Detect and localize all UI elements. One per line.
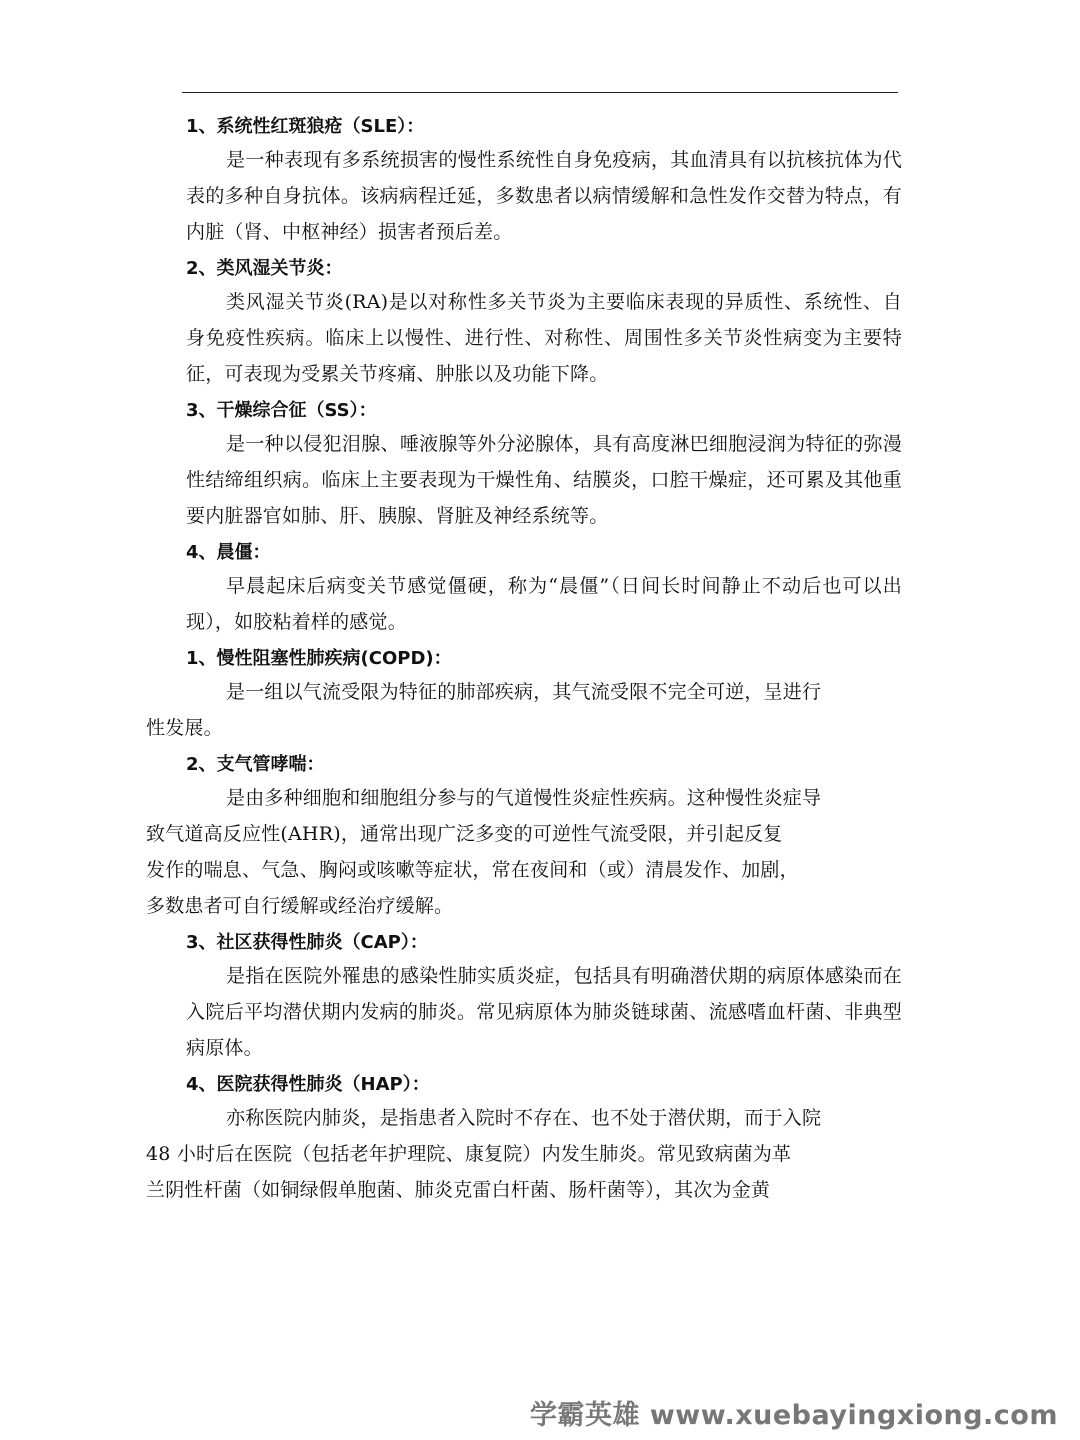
section-body-sle: 是一种表现有多系统损害的慢性系统性自身免疫病，其血清具有以抗核抗体为代表的多种自身抗体。该病病程迁延，多数患者以病情缓解和急性发作交替为特点，有内脏（肾、中枢神经）损害者预后差。 xyxy=(186,149,902,243)
section-body-asthma xyxy=(146,780,866,924)
section-heading-sle: 1、系统性红斑狼疮（SLE）： xyxy=(186,116,425,137)
section-body-ss: 是一种以侵犯泪腺、唾液腺等外分泌腺体，具有高度淋巴细胞浸润为特征的弥漫性结缔组织病。临床上主要表现为干燥性角、结膜炎，口腔干燥症，还可累及其他重要内脏器官如肺、肝、胰腺、肾脏及神经系统等。 xyxy=(186,433,902,527)
section-body-copd xyxy=(146,674,866,746)
body-line: 是一组以气流受限为特征的肺部疾病，其气流受限不完全可逆，呈进行 xyxy=(226,681,822,703)
body-line: 致气道高反应性(AHR)，通常出现广泛多变的可逆性气流受限，并引起反复 xyxy=(146,823,783,845)
document-content xyxy=(146,108,902,1208)
section-body-cap: 是指在医院外罹患的感染性肺实质炎症，包括具有明确潜伏期的病原体感染而在入院后平均潜伏期内发病的肺炎。常见病原体为肺炎链球菌、流感嗜血杆菌、非典型病原体。 xyxy=(186,965,902,1059)
section-heading-ss: 3、干燥综合征（SS）： xyxy=(186,400,377,421)
header-rule xyxy=(182,92,898,93)
body-line: 多数患者可自行缓解或经治疗缓解。 xyxy=(146,895,454,917)
body-line: 发作的喘息、气急、胸闷或咳嗽等症状，常在夜间和（或）清晨发作、加剧， xyxy=(146,859,799,881)
watermark-text: 学霸英雄 www.xuebayingxiong.com xyxy=(529,1400,1058,1431)
section-heading-ra: 2、类风湿关节炎： xyxy=(186,258,343,279)
section-body-hap xyxy=(146,1100,866,1208)
body-line: 48 小时后在医院（包括老年护理院、康复院）内发生肺炎。常见致病菌为革 xyxy=(146,1143,792,1165)
section-heading-asthma: 2、支气管哮喘： xyxy=(186,754,325,775)
section-body-morning-stiffness: 早晨起床后病变关节感觉僵硬，称为“晨僵”（日间长时间静止不动后也可以出现），如胶粘着样的感觉。 xyxy=(186,575,902,633)
body-line: 是由多种细胞和细胞组分参与的气道慢性炎症性疾病。这种慢性炎症导 xyxy=(226,787,822,809)
body-line: 性发展。 xyxy=(146,717,223,739)
body-line: 亦称医院内肺炎，是指患者入院时不存在、也不处于潜伏期，而于入院 xyxy=(226,1107,822,1129)
section-body-ra: 类风湿关节炎(RA)是以对称性多关节炎为主要临床表现的异质性、系统性、自身免疫性疾病。临床上以慢性、进行性、对称性、周围性多关节炎性病变为主要特征，可表现为受累关节疼痛、肿胀以及功能下降。 xyxy=(186,291,902,385)
section-heading-hap: 4、医院获得性肺炎（HAP）： xyxy=(186,1074,430,1095)
body-line: 兰阴性杆菌（如铜绿假单胞菌、肺炎克雷白杆菌、肠杆菌等），其次为金黄 xyxy=(146,1179,771,1201)
section-heading-morning-stiffness: 4、晨僵： xyxy=(186,542,271,563)
section-heading-cap: 3、社区获得性肺炎（CAP）： xyxy=(186,932,428,953)
section-heading-copd: 1、慢性阻塞性肺疾病(COPD)： xyxy=(186,648,452,669)
